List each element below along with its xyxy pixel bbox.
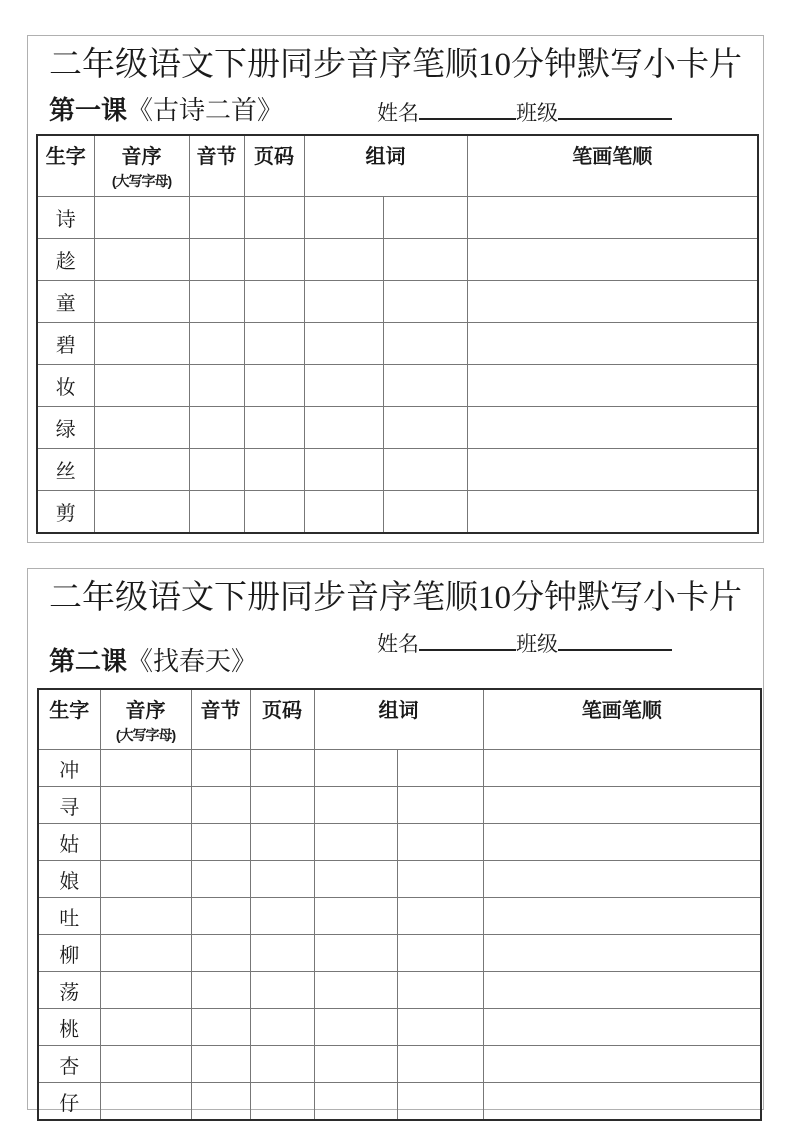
strokes-cell [467,197,758,239]
table-row [38,787,761,824]
table-row [38,1083,761,1121]
char-cell: 童 [37,281,94,323]
word-cell-1 [314,972,397,1009]
lesson-row [49,632,763,680]
page-cell [250,935,314,972]
syllable-cell [191,1009,250,1046]
word-cell-1 [304,365,383,407]
word-cell-1 [314,861,397,898]
word-cell-2 [397,935,483,972]
header-page: 页码 [244,135,304,197]
page-cell [244,491,304,534]
word-cell-2 [383,239,467,281]
syllable-cell [191,935,250,972]
card-title: 二年级语文下册同步音序笔顺10分钟默写小卡片 [49,47,742,83]
header-syllable: 音节 [191,689,250,750]
word-cell-1 [314,750,397,787]
word-cell-2 [383,281,467,323]
header-phonetic-main: 音序 [121,146,162,169]
char-cell: 寻 [38,787,100,824]
worksheet-card-lesson1 [27,35,764,543]
word-cell-1 [304,239,383,281]
page-cell [250,787,314,824]
word-cell-1 [304,281,383,323]
phonetic-cell [100,824,191,861]
table-row [37,281,758,323]
syllable-cell [191,1046,250,1083]
class-label: 班级 [516,101,558,126]
page-cell [244,407,304,449]
dictation-table-lesson2 [37,688,762,1121]
strokes-cell [483,787,761,824]
class-blank [558,98,672,120]
table-row [37,407,758,449]
char-cell: 丝 [37,449,94,491]
table-row [37,365,758,407]
lesson-row [49,95,763,129]
page-cell [250,1046,314,1083]
syllable-cell [191,787,250,824]
phonetic-cell [94,365,189,407]
table-row [37,449,758,491]
word-cell-1 [314,787,397,824]
word-cell-2 [397,861,483,898]
header-phonetic [94,135,189,197]
table-row [38,972,761,1009]
lesson-title: 《找春天》 [127,647,258,677]
word-cell-2 [397,1046,483,1083]
word-cell-2 [383,323,467,365]
char-cell: 妆 [37,365,94,407]
class-blank [558,629,672,651]
worksheet-card-lesson2 [27,568,764,1115]
char-cell: 吐 [38,898,100,935]
table-row [37,197,758,239]
char-cell: 绿 [37,407,94,449]
phonetic-cell [94,239,189,281]
syllable-cell [191,750,250,787]
phonetic-cell [94,197,189,239]
strokes-cell [483,1009,761,1046]
syllable-cell [191,861,250,898]
word-cell-2 [397,824,483,861]
header-words: 组词 [314,689,483,750]
page-cell [244,365,304,407]
phonetic-cell [100,1083,191,1121]
syllable-cell [189,407,244,449]
strokes-cell [467,491,758,534]
page-cell [250,1009,314,1046]
syllable-cell [191,824,250,861]
page-cell [244,239,304,281]
table-row [38,935,761,972]
table-row [38,824,761,861]
word-cell-1 [304,323,383,365]
header-row [38,689,761,750]
card-title: 二年级语文下册同步音序笔顺10分钟默写小卡片 [49,580,742,616]
word-cell-2 [383,365,467,407]
phonetic-cell [100,1046,191,1083]
char-cell: 诗 [37,197,94,239]
word-cell-1 [304,491,383,534]
word-cell-1 [314,898,397,935]
char-cell: 仔 [38,1083,100,1121]
page-cell [244,197,304,239]
page-cell [250,898,314,935]
word-cell-1 [314,1046,397,1083]
strokes-cell [483,935,761,972]
page-cell [244,323,304,365]
name-label: 姓名 [377,101,419,126]
strokes-cell [467,365,758,407]
word-cell-2 [397,1009,483,1046]
phonetic-cell [94,323,189,365]
word-cell-1 [314,935,397,972]
strokes-cell [483,898,761,935]
table-row [37,491,758,534]
page-cell [244,281,304,323]
phonetic-cell [94,407,189,449]
syllable-cell [189,449,244,491]
name-blank [419,98,516,120]
name-label: 姓名 [377,632,419,657]
phonetic-cell [100,787,191,824]
page-cell [250,972,314,1009]
syllable-cell [189,281,244,323]
phonetic-cell [100,750,191,787]
lesson-title: 《古诗二首》 [127,96,284,126]
table-row [38,898,761,935]
word-cell-2 [383,491,467,534]
word-cell-1 [314,1009,397,1046]
page-cell [250,1083,314,1121]
char-cell: 荡 [38,972,100,1009]
char-cell: 碧 [37,323,94,365]
syllable-cell [191,898,250,935]
word-cell-1 [314,1083,397,1121]
strokes-cell [483,861,761,898]
word-cell-2 [397,972,483,1009]
char-cell: 趁 [37,239,94,281]
header-phonetic-sub: (大写字母) [115,727,176,744]
strokes-cell [483,824,761,861]
header-words: 组词 [304,135,467,197]
table-row [37,323,758,365]
syllable-cell [189,323,244,365]
strokes-cell [483,972,761,1009]
word-cell-2 [383,407,467,449]
char-cell: 娘 [38,861,100,898]
table-row [38,1009,761,1046]
phonetic-cell [100,898,191,935]
strokes-cell [483,1046,761,1083]
phonetic-cell [100,935,191,972]
table-row [38,750,761,787]
table-row [38,861,761,898]
dictation-table-lesson1 [36,134,759,534]
word-cell-1 [304,407,383,449]
word-cell-2 [383,197,467,239]
phonetic-cell [100,861,191,898]
char-cell: 桃 [38,1009,100,1046]
page-cell [244,449,304,491]
char-cell: 剪 [37,491,94,534]
strokes-cell [467,407,758,449]
header-strokes: 笔画笔顺 [467,135,758,197]
lesson-number: 第二课 [49,646,128,677]
table-row [37,239,758,281]
header-syllable: 音节 [189,135,244,197]
word-cell-1 [314,824,397,861]
header-phonetic-main: 音序 [125,700,166,723]
char-cell: 杏 [38,1046,100,1083]
strokes-cell [467,323,758,365]
strokes-cell [467,449,758,491]
name-class-line [377,98,672,126]
strokes-cell [467,281,758,323]
word-cell-2 [397,750,483,787]
word-cell-2 [397,1083,483,1121]
syllable-cell [191,972,250,1009]
syllable-cell [189,197,244,239]
char-cell: 冲 [38,750,100,787]
syllable-cell [189,365,244,407]
table-row [38,1046,761,1083]
header-row [37,135,758,197]
phonetic-cell [100,972,191,1009]
syllable-cell [189,239,244,281]
header-char: 生字 [38,689,100,750]
char-cell: 柳 [38,935,100,972]
phonetic-cell [94,491,189,534]
name-class-line [377,629,672,657]
lesson-number: 第一课 [49,95,128,126]
strokes-cell [467,239,758,281]
strokes-cell [483,1083,761,1121]
class-label: 班级 [516,632,558,657]
page-cell [250,861,314,898]
word-cell-1 [304,449,383,491]
header-phonetic-sub: (大写字母) [111,173,172,190]
page-cell [250,824,314,861]
name-blank [419,629,516,651]
phonetic-cell [94,449,189,491]
syllable-cell [189,491,244,534]
word-cell-2 [397,898,483,935]
word-cell-1 [304,197,383,239]
char-cell: 姑 [38,824,100,861]
word-cell-2 [383,449,467,491]
strokes-cell [483,750,761,787]
header-page: 页码 [250,689,314,750]
header-char: 生字 [37,135,94,197]
phonetic-cell [100,1009,191,1046]
word-cell-2 [397,787,483,824]
header-strokes: 笔画笔顺 [483,689,761,750]
phonetic-cell [94,281,189,323]
page-cell [250,750,314,787]
syllable-cell [191,1083,250,1121]
header-phonetic [100,689,191,750]
